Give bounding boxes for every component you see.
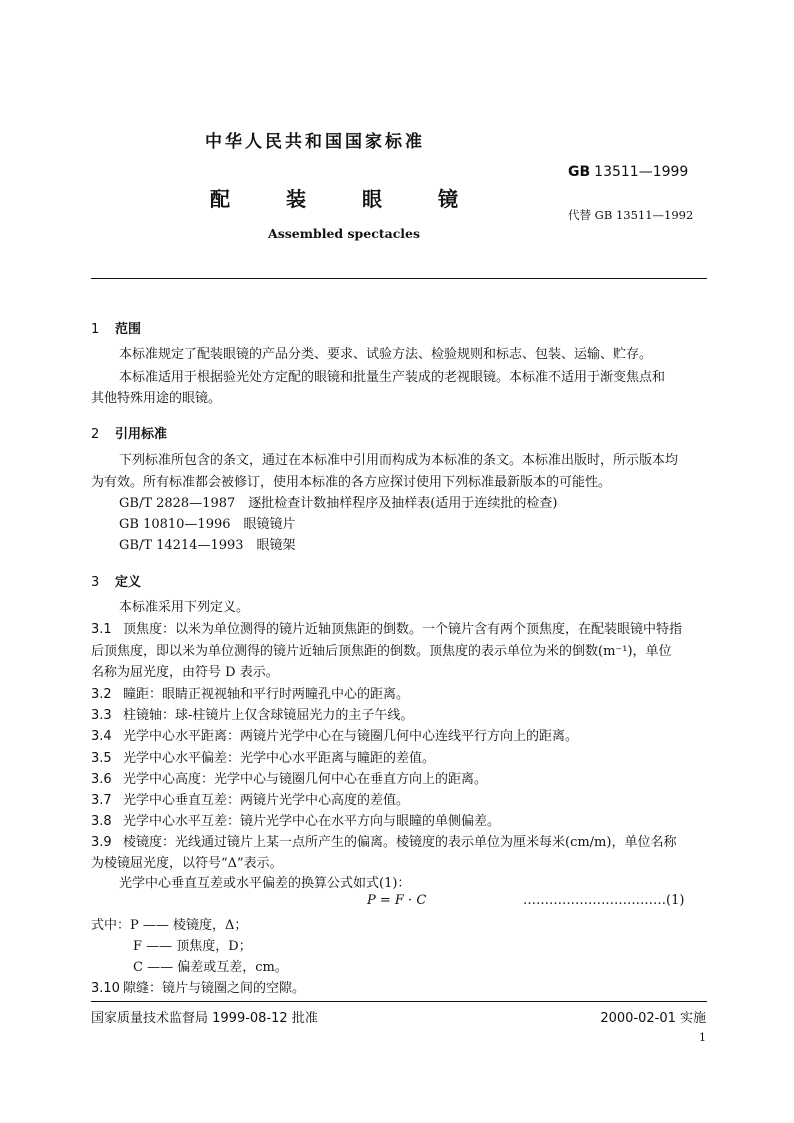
definition-3-5 (91, 752, 435, 765)
definition-continuation: 名称为屈光度，由符号 D 表示。 (91, 665, 279, 680)
variable-definition: 式中：P —— 棱镜度，Δ； (91, 918, 248, 933)
org-title: 中华人民共和国国家标准 (205, 132, 425, 152)
definition-3-4 (91, 730, 578, 743)
title-char: 配 (210, 187, 230, 211)
clause-number: 3.10 (91, 981, 120, 996)
variable-definition: F —— 顶焦度，D； (133, 939, 252, 954)
definition-3-8 (91, 815, 500, 828)
clause-number: 3.6 (91, 772, 112, 787)
english-title: Assembled spectacles (268, 226, 421, 241)
clause-number: 3.1 (91, 622, 112, 637)
section-2-heading (91, 423, 167, 442)
clause-number: 3.5 (91, 751, 112, 766)
definition-3-9 (91, 836, 676, 849)
clause-number: 3.2 (91, 687, 112, 702)
section-number: 3 (91, 575, 100, 590)
paragraph: 本标准适用于根据验光处方定配的眼镜和批量生产装成的老视眼镜。本标准不适用于渐变焦点和 (119, 370, 666, 385)
variable-definition: C —— 偏差或互差，cm。 (133, 960, 288, 975)
title-char: 装 (286, 187, 306, 211)
definition-3-1 (91, 623, 682, 636)
reference-item: GB/T 14214—1993 眼镜架 (119, 538, 296, 553)
clause-number: 3.4 (91, 729, 112, 744)
paragraph: 下列标准所包含的条文，通过在本标准中引用而构成为本标准的条文。本标准出版时，所示版本均 (119, 453, 679, 468)
section-title: 定义 (115, 575, 142, 590)
clause-number: 3.7 (91, 793, 112, 808)
approval-note: 国家质量技术监督局 1999-08-12 批准 (91, 1011, 318, 1026)
title-char: 眼 (362, 187, 382, 211)
reference-item: GB 10810—1996 眼镜镜片 (119, 517, 296, 532)
definition-text: 棱镜度：光线通过镜片上某一点所产生的偏离。棱镜度的表示单位为厘米每米(cm/m)，单位名称 (123, 835, 677, 850)
reference-item: GB/T 2828—1987 逐批检查计数抽样程序及抽样表(适用于连续批的检查) (119, 496, 558, 511)
paragraph: 其他特殊用途的眼镜。 (91, 391, 222, 406)
formula: P = F · C (367, 893, 427, 908)
definition-text: 光学中心水平偏差：光学中心水平距离与瞳距的差值。 (123, 751, 436, 766)
standard-prefix: GB (568, 164, 591, 180)
section-number: 2 (91, 427, 100, 442)
definition-text: 光学中心水平距离：两镜片光学中心在与镜圈几何中心连线平行方向上的距离。 (123, 729, 579, 744)
title-char: 镜 (438, 187, 458, 211)
section-title: 范围 (115, 322, 142, 337)
definition-text: 瞳距：眼睛正视视轴和平行时两瞳孔中心的距离。 (123, 687, 410, 702)
document-title (210, 183, 458, 212)
formula-intro: 光学中心垂直互差或水平偏差的换算公式如式(1)： (119, 876, 411, 891)
definition-text: 光学中心水平互差：镜片光学中心在水平方向与眼瞳的单侧偏差。 (123, 814, 501, 829)
formula-number: ……………………………(1) (523, 893, 685, 908)
definition-continuation: 为棱镜屈光度，以符号“Δ”表示。 (91, 856, 283, 871)
clause-number: 3.9 (91, 835, 112, 850)
replaces-note: 代替 GB 13511—1992 (568, 208, 694, 222)
definition-continuation: 后顶焦度，即以米为单位测得的镜片近轴后顶焦距的倒数。顶焦度的表示单位为米的倒数(m⁻¹)，单位 (91, 644, 672, 659)
paragraph: 为有效。所有标准都会被修订，使用本标准的各方应探讨使用下列标准最新版本的可能性。 (91, 475, 612, 490)
definition-text: 光学中心高度：光学中心与镜圈几何中心在垂直方向上的距离。 (123, 772, 488, 787)
definition-3-7 (91, 794, 409, 807)
header-rule (91, 278, 707, 279)
implementation-date: 2000-02-01 实施 (600, 1011, 706, 1026)
section-3-heading (91, 571, 141, 590)
definition-3-3 (91, 709, 413, 722)
definition-3-6 (91, 773, 487, 786)
definition-text: 光学中心垂直互差：两镜片光学中心高度的差值。 (123, 793, 410, 808)
definition-text: 隙缝：镜片与镜圈之间的空隙。 (123, 981, 306, 996)
page-number: 1 (699, 1031, 706, 1044)
definition-3-10 (91, 982, 305, 995)
definition-3-2 (91, 688, 409, 701)
clause-number: 3.3 (91, 708, 112, 723)
footer-rule (91, 1001, 707, 1002)
section-number: 1 (91, 322, 100, 337)
definition-text: 柱镜轴：球-柱镜片上仅含球镜屈光力的主子午线。 (123, 708, 414, 723)
clause-number: 3.8 (91, 814, 112, 829)
standard-code: 13511—1999 (594, 164, 689, 180)
paragraph: 本标准规定了配装眼镜的产品分类、要求、试验方法、检验规则和标志、包装、运输、贮存。 (119, 347, 653, 362)
paragraph: 本标准采用下列定义。 (119, 600, 250, 615)
section-1-heading (91, 318, 141, 337)
section-title: 引用标准 (115, 427, 168, 442)
definition-text: 顶焦度：以米为单位测得的镜片近轴顶焦距的倒数。一个镜片含有两个顶焦度，在配装眼镜中特指 (123, 622, 683, 637)
standard-number (568, 164, 688, 180)
